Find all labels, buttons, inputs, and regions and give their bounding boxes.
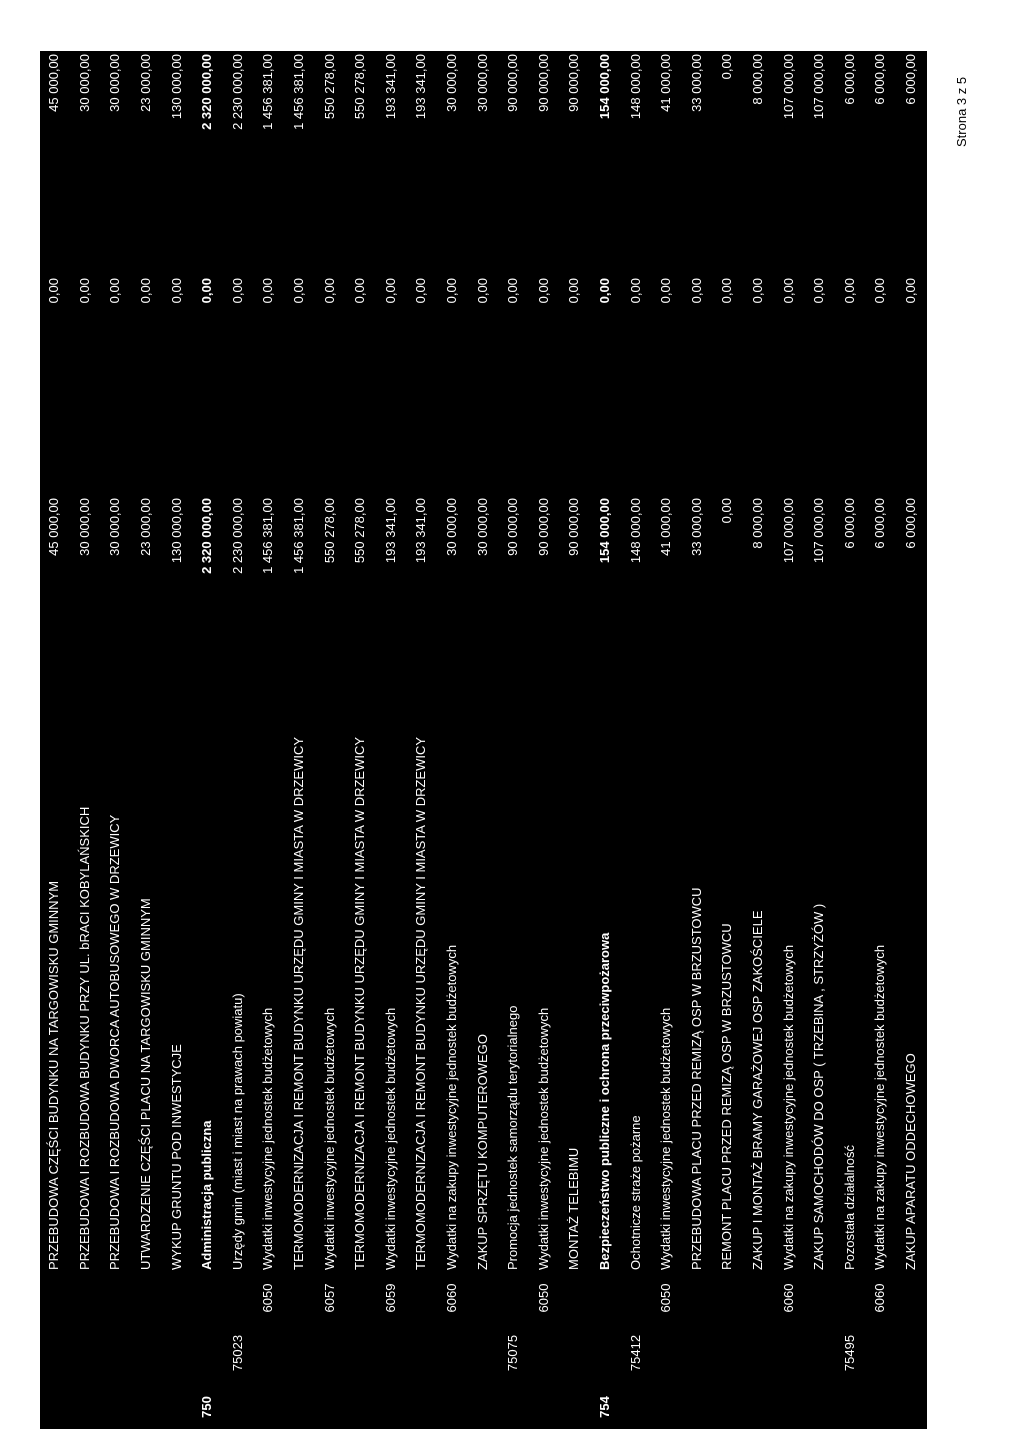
cell-zmiana: 0,00	[621, 273, 650, 493]
cell-dzial	[621, 1383, 650, 1429]
cell-zmiana: 0,00	[682, 273, 711, 493]
cell-dzial	[744, 1383, 773, 1429]
cell-paragraf	[499, 1273, 528, 1321]
budget-table	[40, 51, 927, 1429]
cell-dzial	[285, 1383, 314, 1429]
table-row	[224, 51, 255, 1429]
table-row	[866, 51, 897, 1429]
table-row	[652, 51, 683, 1429]
cell-name: UTWARDZENIE CZĘŚCI PLACU NA TARGOWISKU GMINNYM	[132, 693, 161, 1273]
cell-plan: 6 000,00	[835, 493, 864, 693]
cell-paragraf	[682, 1273, 711, 1321]
cell-plan: 90 000,00	[499, 493, 528, 693]
cell-rozdzial	[530, 1321, 559, 1383]
table-row	[560, 51, 591, 1429]
cell-zmiana: 0,00	[805, 273, 834, 493]
table-row	[40, 51, 71, 1429]
cell-paragraf	[132, 1273, 161, 1321]
cell-rozdzial	[682, 1321, 711, 1383]
cell-paragraf	[224, 1273, 253, 1321]
cell-plan: 90 000,00	[530, 493, 559, 693]
cell-po-zmianie: 154 000,00	[596, 54, 612, 120]
cell-dzial	[499, 1383, 528, 1429]
cell-name: Wydatki na zakupy inwestycyjne jednostek budżetowych	[866, 693, 895, 1273]
cell-name: Bezpieczeństwo publiczne i ochrona przeciwpożarowa	[591, 693, 620, 1273]
cell-rozdzial	[132, 1321, 161, 1383]
cell-po-zmianie: 2 320 000,00	[199, 54, 215, 130]
cell-zmiana: 0,00	[591, 273, 620, 493]
cell-rozdzial	[193, 1321, 222, 1383]
cell-po-zmianie: 130 000,00	[168, 54, 184, 120]
cell-po-zmianie: 90 000,00	[505, 54, 521, 112]
cell-dzial	[866, 1383, 895, 1429]
cell-rozdzial	[438, 1321, 467, 1383]
cell-plan: 107 000,00	[774, 493, 803, 693]
cell-po-zmianie: 0,00	[719, 54, 735, 80]
table-row	[101, 51, 132, 1429]
cell-plan: 1 456 381,00	[285, 493, 314, 693]
cell-paragraf	[744, 1273, 773, 1321]
page-footer: Strona 3 z 5	[954, 76, 969, 147]
cell-paragraf	[193, 1273, 222, 1321]
cell-plan: 45 000,00	[40, 493, 69, 693]
cell-zmiana: 0,00	[897, 273, 926, 493]
table-row	[346, 51, 377, 1429]
cell-paragraf	[560, 1273, 589, 1321]
cell-dzial	[346, 1383, 375, 1429]
cell-paragraf: 6057	[315, 1273, 344, 1321]
cell-rozdzial	[560, 1321, 589, 1383]
table-row	[315, 51, 346, 1429]
cell-dzial	[40, 1383, 69, 1429]
cell-dzial	[682, 1383, 711, 1429]
cell-paragraf: 6059	[377, 1273, 406, 1321]
cell-zmiana: 0,00	[652, 273, 681, 493]
cell-paragraf: 6060	[774, 1273, 803, 1321]
cell-rozdzial: 75412	[621, 1321, 650, 1383]
cell-po-zmianie: 8 000,00	[749, 54, 765, 105]
cell-zmiana: 0,00	[346, 273, 375, 493]
cell-rozdzial	[40, 1321, 69, 1383]
cell-name: TERMOMODERNIZACJA I REMONT BUDYNKU URZĘDU GMINY I MIASTA W DRZEWICY	[407, 693, 436, 1273]
cell-plan: 30 000,00	[101, 493, 130, 693]
cell-plan: 2 320 000,00	[193, 493, 222, 693]
cell-po-zmianie: 30 000,00	[444, 54, 460, 112]
cell-name: ZAKUP I MONTAŻ BRAMY GARAŻOWEJ OSP ZAKOŚCIELE	[744, 693, 773, 1273]
cell-dzial	[774, 1383, 803, 1429]
cell-rozdzial	[744, 1321, 773, 1383]
cell-name: PRZEBUDOWA I ROZBUDOWA DWORCA AUTOBUSOWEGO W DRZEWICY	[101, 693, 130, 1273]
table-row	[162, 51, 193, 1429]
cell-name: Wydatki inwestycyjne jednostek budżetowych	[377, 693, 406, 1273]
cell-name: Urzędy gmin (miast i miast na prawach powiatu)	[224, 693, 253, 1273]
cell-plan: 23 000,00	[132, 493, 161, 693]
table-row	[530, 51, 561, 1429]
cell-dzial	[71, 1383, 100, 1429]
cell-name: TERMOMODERNIZACJA I REMONT BUDYNKU URZĘDU GMINY I MIASTA W DRZEWICY	[285, 693, 314, 1273]
cell-rozdzial	[407, 1321, 436, 1383]
cell-name: Ochotnicze straże pożarne	[621, 693, 650, 1273]
cell-po-zmianie: 90 000,00	[535, 54, 551, 112]
cell-plan: 90 000,00	[560, 493, 589, 693]
cell-dzial	[530, 1383, 559, 1429]
table-row	[254, 51, 285, 1429]
cell-paragraf: 6060	[438, 1273, 467, 1321]
cell-plan: 130 000,00	[162, 493, 191, 693]
cell-rozdzial	[713, 1321, 742, 1383]
cell-po-zmianie: 33 000,00	[688, 54, 704, 112]
cell-rozdzial	[346, 1321, 375, 1383]
cell-rozdzial	[377, 1321, 406, 1383]
cell-paragraf	[805, 1273, 834, 1321]
cell-name: WYKUP GRUNTU POD INWESTYCJE	[162, 693, 191, 1273]
cell-po-zmianie: 6 000,00	[841, 54, 857, 105]
table-row	[897, 51, 928, 1429]
cell-plan: 30 000,00	[438, 493, 467, 693]
cell-zmiana: 0,00	[866, 273, 895, 493]
cell-po-zmianie: 148 000,00	[627, 54, 643, 120]
cell-rozdzial: 75495	[835, 1321, 864, 1383]
cell-name: MONTAŻ TELEBIMU	[560, 693, 589, 1273]
cell-zmiana: 0,00	[285, 273, 314, 493]
cell-dzial	[224, 1383, 253, 1429]
cell-po-zmianie: 550 278,00	[321, 54, 337, 120]
cell-plan: 154 000,00	[591, 493, 620, 693]
cell-paragraf	[101, 1273, 130, 1321]
cell-dzial	[377, 1383, 406, 1429]
cell-paragraf: 6050	[652, 1273, 681, 1321]
cell-rozdzial	[71, 1321, 100, 1383]
cell-zmiana: 0,00	[377, 273, 406, 493]
cell-dzial	[315, 1383, 344, 1429]
cell-rozdzial	[652, 1321, 681, 1383]
cell-zmiana: 0,00	[560, 273, 589, 493]
cell-paragraf	[285, 1273, 314, 1321]
cell-rozdzial: 75023	[224, 1321, 253, 1383]
cell-name: ZAKUP SAMOCHODÓW DO OSP ( TRZEBINA , STRZYŻÓW )	[805, 693, 834, 1273]
cell-paragraf	[162, 1273, 191, 1321]
table-row	[407, 51, 438, 1429]
cell-name: Wydatki inwestycyjne jednostek budżetowych	[652, 693, 681, 1273]
cell-dzial	[254, 1383, 283, 1429]
cell-rozdzial	[866, 1321, 895, 1383]
cell-rozdzial	[774, 1321, 803, 1383]
cell-dzial	[805, 1383, 834, 1429]
cell-dzial	[407, 1383, 436, 1429]
cell-plan: 1 456 381,00	[254, 493, 283, 693]
cell-dzial	[652, 1383, 681, 1429]
cell-paragraf	[621, 1273, 650, 1321]
cell-zmiana: 0,00	[438, 273, 467, 493]
cell-po-zmianie: 1 456 381,00	[260, 54, 276, 130]
cell-name: Wydatki na zakupy inwestycyjne jednostek budżetowych	[774, 693, 803, 1273]
cell-po-zmianie: 90 000,00	[566, 54, 582, 112]
table-row	[682, 51, 713, 1429]
cell-paragraf	[591, 1273, 620, 1321]
cell-name: Pozostała działalność	[835, 693, 864, 1273]
cell-dzial	[101, 1383, 130, 1429]
cell-po-zmianie: 193 341,00	[413, 54, 429, 120]
cell-zmiana: 0,00	[162, 273, 191, 493]
cell-rozdzial	[101, 1321, 130, 1383]
cell-name: Promocja jednostek samorządu terytorialnego	[499, 693, 528, 1273]
cell-name: Wydatki inwestycyjne jednostek budżetowych	[315, 693, 344, 1273]
cell-plan: 30 000,00	[71, 493, 100, 693]
cell-plan: 550 278,00	[315, 493, 344, 693]
cell-paragraf	[40, 1273, 69, 1321]
cell-po-zmianie: 1 456 381,00	[291, 54, 307, 130]
cell-paragraf	[713, 1273, 742, 1321]
cell-dzial	[132, 1383, 161, 1429]
cell-plan: 6 000,00	[897, 493, 926, 693]
cell-paragraf	[897, 1273, 926, 1321]
cell-plan: 0,00	[713, 493, 742, 693]
cell-dzial	[713, 1383, 742, 1429]
cell-paragraf	[71, 1273, 100, 1321]
cell-zmiana: 0,00	[71, 273, 100, 493]
cell-plan: 8 000,00	[744, 493, 773, 693]
cell-po-zmianie: 30 000,00	[474, 54, 490, 112]
cell-plan: 6 000,00	[866, 493, 895, 693]
table-row	[713, 51, 744, 1429]
cell-rozdzial	[897, 1321, 926, 1383]
cell-paragraf	[346, 1273, 375, 1321]
cell-zmiana: 0,00	[744, 273, 773, 493]
cell-plan: 550 278,00	[346, 493, 375, 693]
table-row	[499, 51, 530, 1429]
cell-po-zmianie: 107 000,00	[780, 54, 796, 120]
cell-dzial	[835, 1383, 864, 1429]
cell-name: Wydatki na zakupy inwestycyjne jednostek budżetowych	[438, 693, 467, 1273]
cell-dzial	[438, 1383, 467, 1429]
cell-name: PRZEBUDOWA CZĘŚCI BUDYNKU NA TARGOWISKU GMINNYM	[40, 693, 69, 1273]
cell-zmiana: 0,00	[40, 273, 69, 493]
cell-paragraf: 6050	[254, 1273, 283, 1321]
cell-name: TERMOMODERNIZACJA I REMONT BUDYNKU URZĘDU GMINY I MIASTA W DRZEWICY	[346, 693, 375, 1273]
cell-rozdzial	[805, 1321, 834, 1383]
cell-name: Wydatki inwestycyjne jednostek budżetowych	[530, 693, 559, 1273]
cell-rozdzial	[468, 1321, 497, 1383]
cell-dzial	[468, 1383, 497, 1429]
cell-plan: 41 000,00	[652, 493, 681, 693]
table-row	[591, 51, 622, 1429]
cell-paragraf	[468, 1273, 497, 1321]
cell-dzial: 754	[591, 1383, 620, 1429]
cell-rozdzial	[285, 1321, 314, 1383]
table-row	[71, 51, 102, 1429]
cell-name: PRZEBUDOWA PLACU PRZED REMIZĄ OSP W BRZUSTOWCU	[682, 693, 711, 1273]
cell-po-zmianie: 41 000,00	[658, 54, 674, 112]
cell-paragraf: 6050	[530, 1273, 559, 1321]
cell-po-zmianie: 23 000,00	[138, 54, 154, 112]
cell-plan: 148 000,00	[621, 493, 650, 693]
table-row	[744, 51, 775, 1429]
cell-zmiana: 0,00	[407, 273, 436, 493]
cell-zmiana: 0,00	[132, 273, 161, 493]
cell-zmiana: 0,00	[530, 273, 559, 493]
cell-po-zmianie: 30 000,00	[107, 54, 123, 112]
table-row	[377, 51, 408, 1429]
cell-dzial	[162, 1383, 191, 1429]
cell-rozdzial	[591, 1321, 620, 1383]
cell-po-zmianie: 6 000,00	[872, 54, 888, 105]
cell-dzial	[897, 1383, 926, 1429]
cell-zmiana: 0,00	[193, 273, 222, 493]
table-row	[438, 51, 469, 1429]
cell-po-zmianie: 30 000,00	[76, 54, 92, 112]
cell-zmiana: 0,00	[101, 273, 130, 493]
cell-plan: 193 341,00	[407, 493, 436, 693]
cell-zmiana: 0,00	[224, 273, 253, 493]
cell-zmiana: 0,00	[315, 273, 344, 493]
cell-plan: 2 230 000,00	[224, 493, 253, 693]
cell-rozdzial	[162, 1321, 191, 1383]
cell-zmiana: 0,00	[774, 273, 803, 493]
cell-rozdzial: 75075	[499, 1321, 528, 1383]
cell-plan: 107 000,00	[805, 493, 834, 693]
cell-zmiana: 0,00	[713, 273, 742, 493]
cell-rozdzial	[254, 1321, 283, 1383]
table-row	[285, 51, 316, 1429]
table-row	[193, 51, 224, 1429]
cell-paragraf	[407, 1273, 436, 1321]
table-row	[774, 51, 805, 1429]
cell-name: ZAKUP APARATU ODDECHOWEGO	[897, 693, 926, 1273]
cell-rozdzial	[315, 1321, 344, 1383]
cell-dzial: 750	[193, 1383, 222, 1429]
cell-po-zmianie: 6 000,00	[902, 54, 918, 105]
cell-po-zmianie: 107 000,00	[811, 54, 827, 120]
cell-name: Wydatki inwestycyjne jednostek budżetowych	[254, 693, 283, 1273]
cell-name: ZAKUP SPRZĘTU KOMPUTEROWEGO	[468, 693, 497, 1273]
table-row	[621, 51, 652, 1429]
cell-zmiana: 0,00	[835, 273, 864, 493]
cell-zmiana: 0,00	[468, 273, 497, 493]
cell-dzial	[560, 1383, 589, 1429]
cell-paragraf: 6060	[866, 1273, 895, 1321]
cell-po-zmianie: 2 230 000,00	[229, 54, 245, 130]
cell-plan: 33 000,00	[682, 493, 711, 693]
cell-plan: 30 000,00	[468, 493, 497, 693]
table-row	[132, 51, 163, 1429]
cell-name: REMONT PLACU PRZED REMIZĄ OSP W BRZUSTOWCU	[713, 693, 742, 1273]
cell-zmiana: 0,00	[254, 273, 283, 493]
table-row	[805, 51, 836, 1429]
cell-name: PRZEBUDOWA I ROZBUDOWA BUDYNKU PRZY UL. bRACI KOBYLAŃSKICH	[71, 693, 100, 1273]
cell-po-zmianie: 550 278,00	[352, 54, 368, 120]
cell-plan: 193 341,00	[377, 493, 406, 693]
cell-po-zmianie: 45 000,00	[46, 54, 62, 112]
cell-po-zmianie: 193 341,00	[382, 54, 398, 120]
cell-name: Administracja publiczna	[193, 693, 222, 1273]
table-row	[468, 51, 499, 1429]
cell-zmiana: 0,00	[499, 273, 528, 493]
cell-paragraf	[835, 1273, 864, 1321]
table-row	[835, 51, 866, 1429]
